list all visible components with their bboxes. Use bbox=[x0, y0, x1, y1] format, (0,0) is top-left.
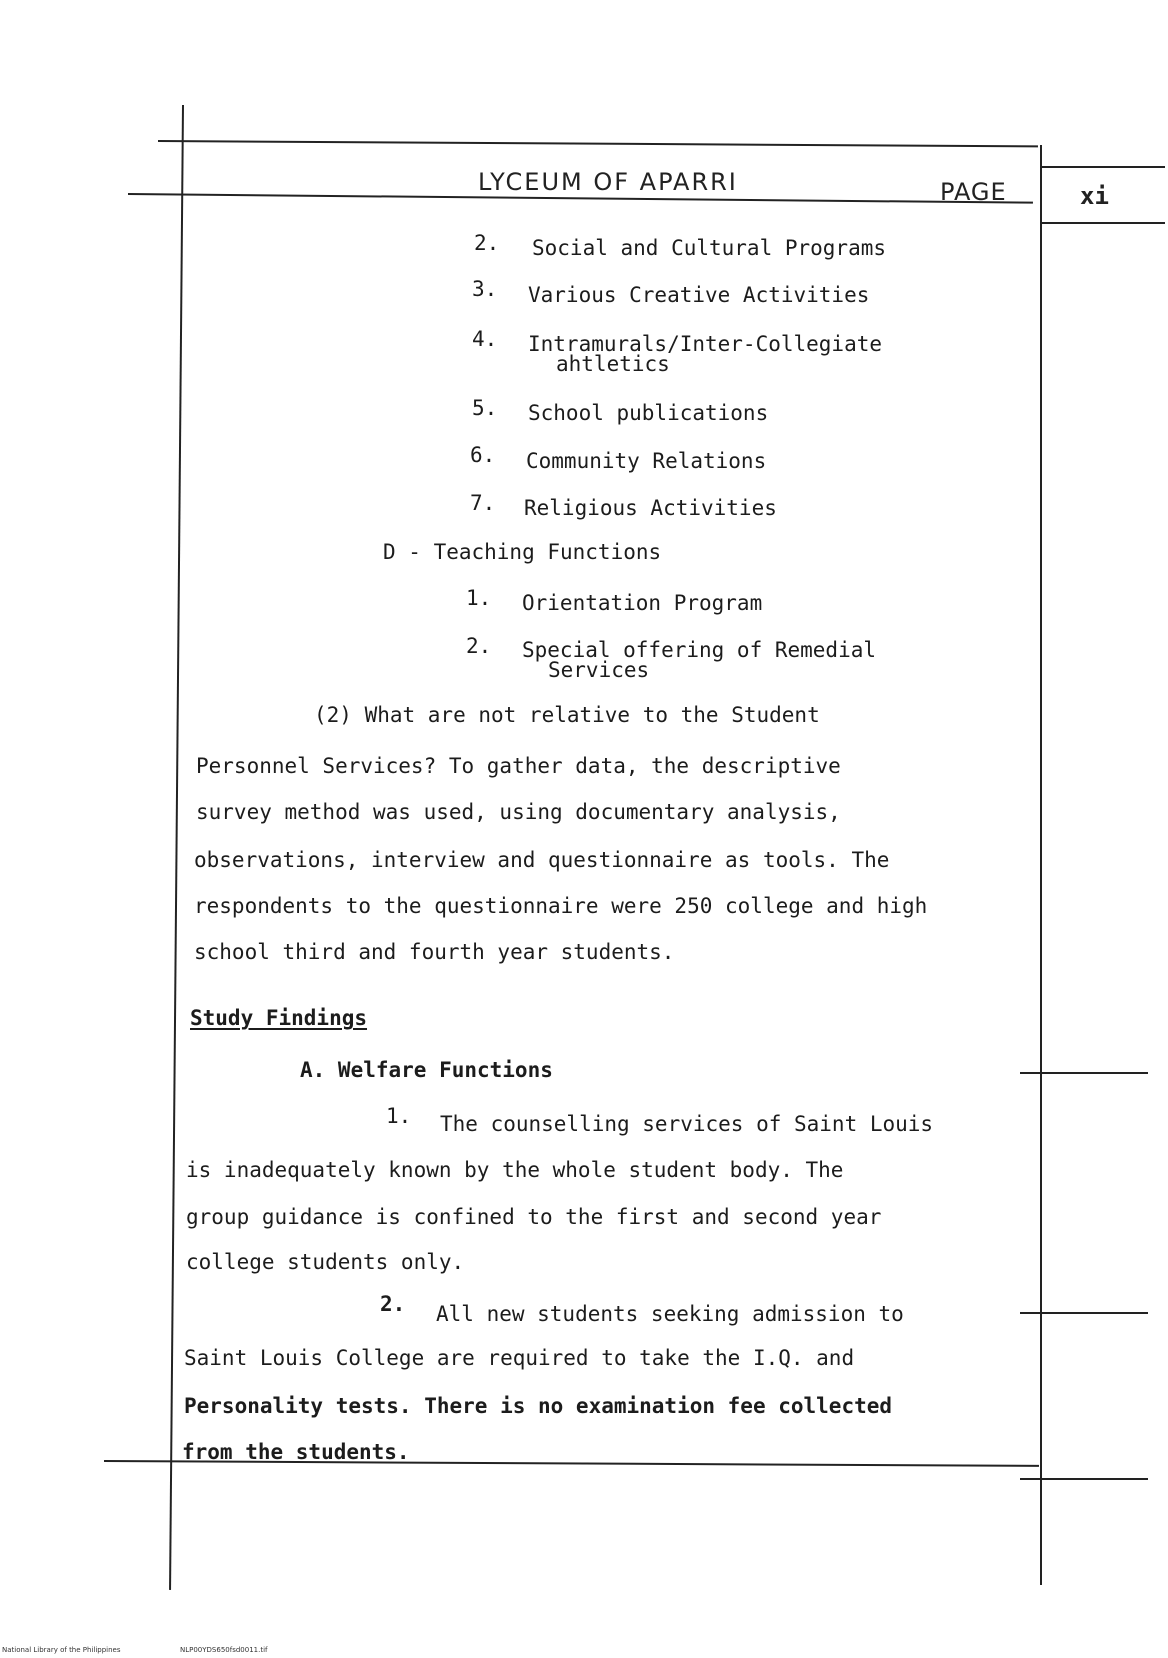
list-item-number: 2. bbox=[466, 634, 492, 658]
section-d-heading: D - Teaching Functions bbox=[383, 540, 662, 564]
finding-line: All new students seeking admission to bbox=[436, 1302, 904, 1326]
finding-number: 2. bbox=[380, 1292, 406, 1316]
findings-subheading: A. Welfare Functions bbox=[300, 1058, 553, 1082]
paragraph-line: survey method was used, using documentary analysis, bbox=[196, 800, 841, 824]
list-item-number: 6. bbox=[470, 443, 496, 467]
finding-line: Saint Louis College are required to take the I.Q. and bbox=[184, 1346, 855, 1370]
finding-number: 1. bbox=[386, 1104, 412, 1128]
left-margin-line bbox=[169, 105, 184, 1590]
list-item-number: 7. bbox=[470, 491, 496, 515]
finding-line: from the students. bbox=[182, 1440, 410, 1464]
finding-line: is inadequately known by the whole student body. The bbox=[186, 1158, 844, 1182]
list-item-text-continued: Services bbox=[548, 658, 650, 682]
finding-line: college students only. bbox=[186, 1250, 465, 1274]
header-right-top-line bbox=[1040, 166, 1165, 168]
list-item-number: 2. bbox=[474, 231, 500, 255]
list-item-text: Various Creative Activities bbox=[528, 283, 870, 307]
list-item-text: Community Relations bbox=[526, 449, 767, 473]
footer-filename: NLP00YDS650fsd0011.tif bbox=[180, 1646, 268, 1654]
list-item-number: 5. bbox=[472, 396, 498, 420]
page-number: xi bbox=[1080, 182, 1109, 210]
header-right-bottom-line bbox=[1040, 222, 1165, 224]
list-item-text-continued: ahtletics bbox=[556, 352, 670, 376]
list-item-number: 3. bbox=[472, 277, 498, 301]
list-item-text: Intramurals/Inter-Collegiate bbox=[528, 332, 883, 356]
paragraph-line: Personnel Services? To gather data, the descriptive bbox=[196, 754, 841, 778]
finding-line: Personality tests. There is no examination fee collected bbox=[184, 1394, 893, 1418]
list-item-text: School publications bbox=[528, 401, 769, 425]
paragraph-line: (2) What are not relative to the Student bbox=[314, 703, 820, 727]
page-label: PAGE bbox=[940, 178, 1007, 206]
list-item-number: 4. bbox=[472, 327, 498, 351]
paragraph-line: observations, interview and questionnaire as tools. The bbox=[194, 848, 890, 872]
list-item-text: Special offering of Remedial bbox=[522, 638, 877, 662]
right-margin-line bbox=[1040, 145, 1042, 1585]
paragraph-line: respondents to the questionnaire were 250 college and high bbox=[194, 894, 928, 918]
footer-library: National Library of the Philippines bbox=[2, 1646, 121, 1654]
list-item-text: Social and Cultural Programs bbox=[532, 236, 887, 260]
school-name: LYCEUM OF APARRI bbox=[478, 168, 738, 196]
finding-line: group guidance is confined to the first and second year bbox=[186, 1205, 882, 1229]
list-item-text: Orientation Program bbox=[522, 591, 763, 615]
finding-line: The counselling services of Saint Louis bbox=[440, 1112, 934, 1136]
top-border-line bbox=[158, 140, 1038, 147]
list-item-text: Religious Activities bbox=[524, 496, 777, 520]
findings-heading: Study Findings bbox=[190, 1006, 368, 1030]
list-item-number: 1. bbox=[466, 586, 492, 610]
paragraph-line: school third and fourth year students. bbox=[194, 940, 675, 964]
